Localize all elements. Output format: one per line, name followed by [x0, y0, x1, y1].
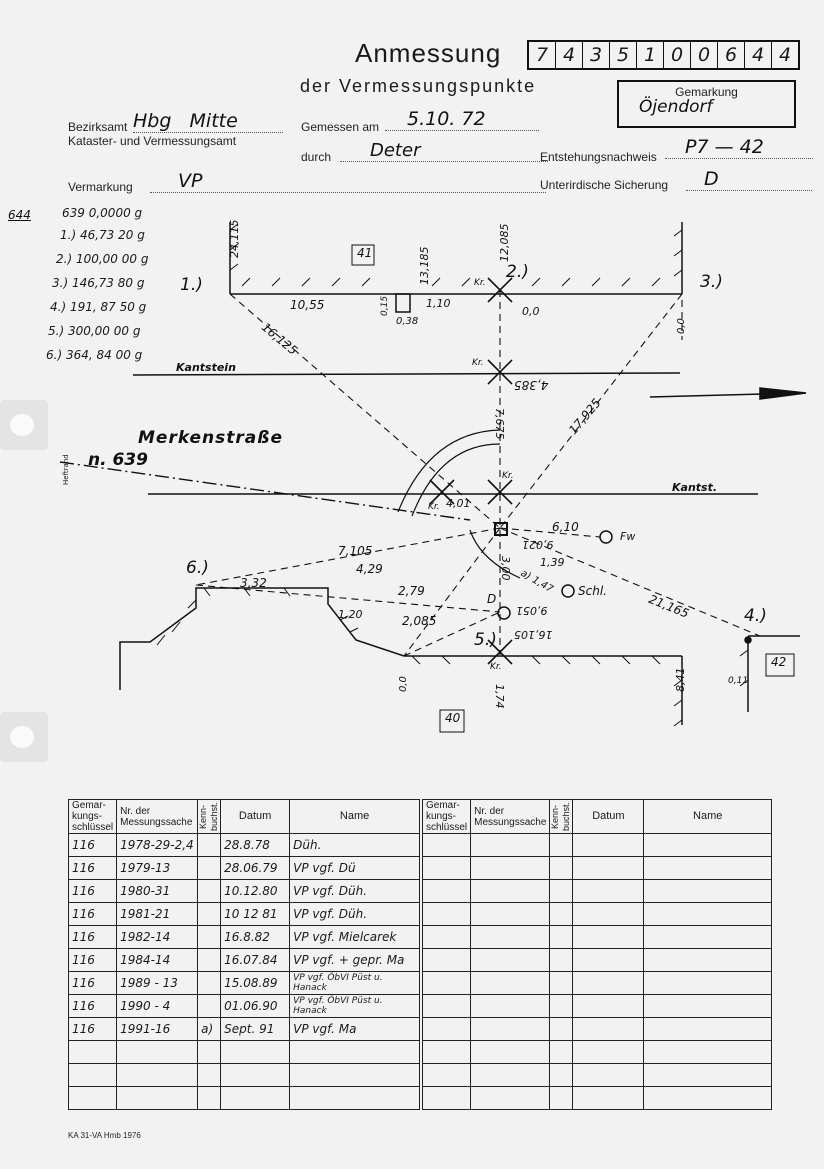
col-kenn: Kenn- buchst. — [550, 800, 573, 834]
point-label-3: 3.) — [700, 272, 723, 292]
page-subtitle: der Vermessungspunkte — [300, 76, 537, 96]
angle-row: 6.) 364, 84 00 g — [46, 348, 143, 362]
parcel-41: 41 — [357, 246, 373, 260]
measure: 4,01 — [446, 497, 471, 510]
table-row: 116 1982-14 16.8.82 VP vgf. Mielcarek — [69, 926, 420, 949]
col-gemarkung: Gemar- kungs- schlüssel — [423, 800, 471, 834]
measure: 0,38 — [396, 316, 419, 327]
point-label-6: 6.) — [186, 558, 209, 578]
table-row — [423, 903, 772, 926]
schl-label: Schl. — [578, 584, 607, 598]
measure: 1,39 — [540, 556, 565, 569]
measure: 3,00 — [499, 556, 512, 581]
gemarkung-label: Gemarkung — [675, 85, 738, 99]
angle-row: 2.) 100,00 00 g — [56, 252, 149, 266]
measure: 7,105 — [338, 544, 373, 558]
sicherung-value: D — [686, 168, 812, 191]
col-datum: Datum — [573, 800, 644, 834]
fw-label: Fw — [620, 530, 636, 543]
measure: 12,085 — [498, 223, 511, 262]
form-footer: KA 31-VA Hmb 1976 — [68, 1131, 141, 1140]
point-label-2: 2.) — [506, 262, 529, 282]
table-row — [423, 880, 772, 903]
table-row — [423, 972, 772, 995]
angle-row: 5.) 300,00 00 g — [48, 324, 141, 338]
point-label-1: 1.) — [180, 275, 203, 295]
measure: 16,105 — [514, 628, 553, 641]
kantstein-right-label: Kantst. — [672, 481, 718, 494]
measure: 0,0 — [676, 318, 687, 334]
col-name: Name — [290, 800, 420, 834]
table-row: 116 1978-29-2,4 28.8.78 Düh. — [69, 834, 420, 857]
bezirksamt-label: Bezirksamt — [68, 120, 128, 134]
col-nr: Nr. der Messungssache — [471, 800, 550, 834]
measure: a) 1,47 — [518, 568, 555, 596]
angle-row: 3.) 146,73 80 g — [52, 276, 145, 290]
table-row — [423, 1018, 772, 1041]
col-nr: Nr. der Messungssache — [117, 800, 198, 834]
measure: 9,051 — [516, 604, 548, 617]
vermarkung-label: Vermarkung — [68, 180, 133, 194]
measure: 0,15 — [380, 295, 390, 316]
table-row — [69, 1087, 420, 1110]
table-row: 116 1981-21 10 12 81 VP vgf. Düh. — [69, 903, 420, 926]
measure: 9,021 — [522, 538, 554, 551]
measure: 6,10 — [552, 520, 579, 534]
table-row: 116 1984-14 16.07.84 VP vgf. + gepr. Ma — [69, 949, 420, 972]
reference-point: n. 639 — [88, 450, 148, 470]
measure: 10,55 — [290, 298, 325, 312]
kataster-label: Kataster- und Vermessungsamt — [68, 134, 237, 148]
heftrand-label: Heftrand — [62, 454, 70, 485]
parcel-42: 42 — [771, 655, 787, 669]
measure: 1,74 — [493, 684, 506, 709]
kreuz-label: Kr. — [428, 502, 440, 512]
gemarkung-box — [617, 80, 796, 128]
table-row: 116 1979-13 28.06.79 VP vgf. Dü — [69, 857, 420, 880]
col-datum: Datum — [221, 800, 290, 834]
measure: 1,20 — [338, 608, 363, 621]
col-kenn: Kenn- buchst. — [198, 800, 221, 834]
durch-label: durch — [301, 150, 332, 164]
point-label-5: 5.) — [474, 630, 497, 650]
point-label-4: 4.) — [744, 606, 767, 626]
kreuz-label: Kr. — [472, 358, 484, 368]
kantstein-label: Kantstein — [176, 361, 236, 374]
kreuz-label: Kr. — [474, 278, 486, 288]
table-row — [423, 926, 772, 949]
kreuz-label: Kr. — [502, 471, 514, 481]
station-number: 644 — [8, 208, 31, 222]
measure: 0,0 — [398, 676, 409, 692]
gemessen-label: Gemessen am — [301, 120, 380, 134]
sicherung-label: Unterirdische Sicherung — [540, 178, 669, 192]
table-row — [423, 834, 772, 857]
entstehung-value: P7 — 42 — [665, 136, 813, 159]
measure: 17,925 — [566, 395, 604, 437]
parcel-40: 40 — [445, 711, 461, 725]
table-row: 116 1990 - 4 01.06.90 VP vgf. ÖbVI Püst u. Hanack — [69, 995, 420, 1018]
measure: 16,125 — [259, 320, 301, 358]
table-row — [423, 1041, 772, 1064]
durch-value: Deter — [340, 140, 548, 162]
angle-row: 639 0,0000 g — [62, 206, 143, 220]
table-row — [423, 857, 772, 880]
vermarkung-value: VP — [150, 170, 546, 193]
page-title: Anmessung — [355, 38, 502, 68]
col-gemarkung: Gemar- kungs- schlüssel — [69, 800, 117, 834]
document-number: 7 4 3 5 1 0 0 6 4 4 — [527, 40, 800, 70]
kreuz-label: Kr. — [490, 662, 502, 672]
angle-row: 4.) 191, 87 50 g — [50, 300, 147, 314]
measure: 0,11 — [728, 676, 749, 686]
measure: 0,0 — [522, 305, 540, 318]
table-row: 116 1980-31 10.12.80 VP vgf. Düh. — [69, 880, 420, 903]
table-row — [423, 995, 772, 1018]
bezirksamt-value: Hbg Mitte — [133, 110, 283, 133]
measure: 1,10 — [426, 297, 451, 310]
table-row — [69, 1064, 420, 1087]
gemarkung-value: Öjendorf — [639, 97, 713, 117]
measure: 2,79 — [398, 584, 425, 598]
register-table-right — [422, 799, 772, 1110]
gemessen-value: 5.10. 72 — [385, 108, 539, 131]
measure: 4,29 — [356, 562, 383, 576]
table-row — [423, 1087, 772, 1110]
table-row — [423, 1064, 772, 1087]
col-name: Name — [644, 800, 772, 834]
register-table-left — [68, 799, 420, 1110]
entstehung-label: Entstehungsnachweis — [540, 150, 657, 164]
table-row: 116 1989 - 13 15.08.89 VP vgf. ÖbVI Püst u. Hanack — [69, 972, 420, 995]
table-row — [423, 949, 772, 972]
measure: 3,32 — [240, 576, 267, 590]
measure: 21,165 — [646, 592, 691, 621]
angle-row: 1.) 46,73 20 g — [60, 228, 145, 242]
measure: 7,675 — [493, 408, 506, 440]
table-row: 116 1991-16 a) Sept. 91 VP vgf. Ma — [69, 1018, 420, 1041]
measure: 24,115 — [228, 219, 241, 258]
measure: 4,385 — [514, 378, 549, 392]
table-row — [69, 1041, 420, 1064]
d-mark-label: D — [487, 592, 497, 606]
street-name: Merkenstraße — [138, 428, 284, 448]
measure: 8,41 — [674, 667, 687, 692]
measure: 2,085 — [402, 614, 437, 628]
measure: 13,185 — [418, 246, 431, 285]
